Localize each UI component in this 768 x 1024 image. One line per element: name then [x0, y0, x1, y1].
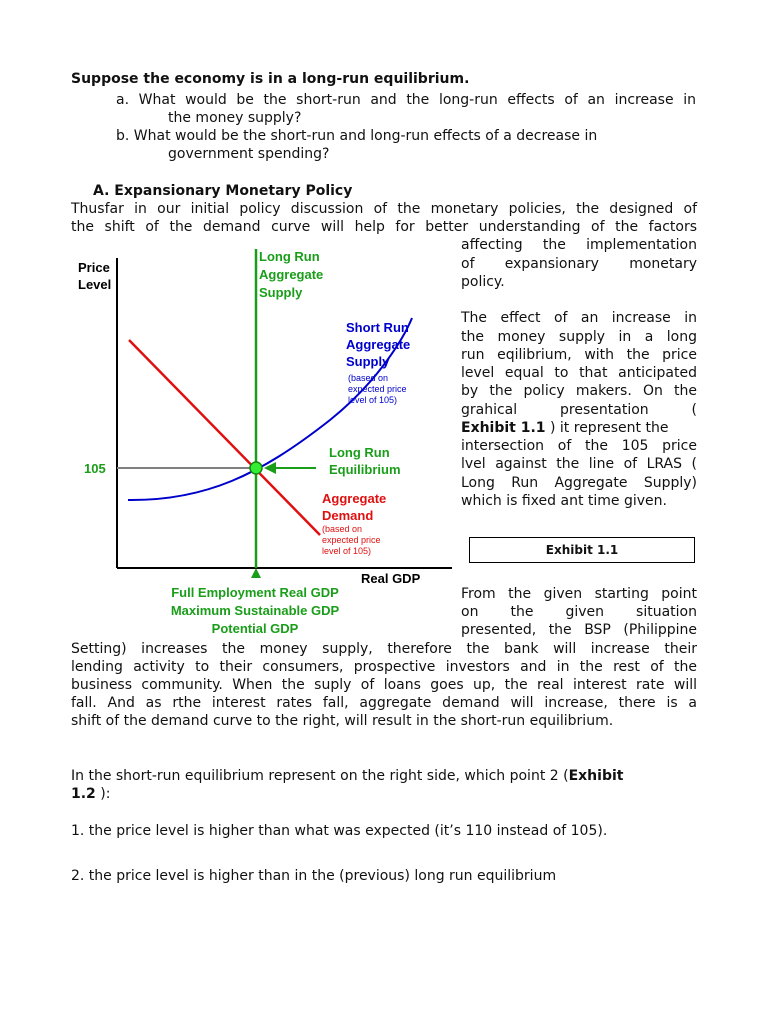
lras-label: Long Run: [259, 249, 320, 264]
question-b-line1: b. What would be the short-run and long-run effects of a decrease in: [116, 128, 598, 144]
sras-label: Aggregate: [346, 337, 411, 352]
right-p1-line: of expansionary monetary: [461, 256, 697, 272]
ad-label: Aggregate: [322, 491, 387, 506]
right-p2-line: intersection of the 105 price: [461, 438, 697, 454]
equilibrium-label: Long Run: [329, 445, 390, 460]
y-tick-label: 105: [84, 461, 106, 476]
potential-gdp-marker: [251, 568, 261, 578]
section-heading: A. Expansionary Monetary Policy: [93, 183, 353, 199]
x-bottom-label: Maximum Sustainable GDP: [170, 603, 340, 618]
exhibit-label-box: Exhibit 1.1: [469, 537, 695, 563]
lras-label: Aggregate: [259, 267, 324, 282]
bottom-p1-line: shift of the demand curve to the right, will result in the short-run equilibrium.: [71, 713, 614, 729]
question-a-line1: a. What would be the short-run and the long-run effects of an increase in: [116, 92, 696, 108]
ad-note: level of 105): [322, 546, 372, 556]
sras-label: Short Run: [346, 320, 409, 335]
lras-label: Supply: [259, 285, 303, 300]
intro-line1: Thusfar in our initial policy discussion of the monetary policies, the designed of: [71, 201, 697, 217]
right-p2-line: grahical presentation (: [461, 402, 697, 418]
ad-curve: [129, 340, 320, 535]
question-heading: Suppose the economy is in a long-run equilibrium.: [71, 71, 470, 87]
right-p3-line: presented, the BSP (Philippine: [461, 622, 697, 638]
bottom-p1-line: fall. And as rthe interest rates fall, aggregate demand will increase, there is a: [71, 695, 697, 711]
question-b-line2: government spending?: [168, 146, 330, 162]
sras-note: expected price: [348, 384, 407, 394]
ad-note: expected price: [322, 535, 381, 545]
right-p2-line: level equal to that anticipated: [461, 365, 697, 381]
right-p2-line: Long Run Aggregate Supply): [461, 475, 697, 491]
right-p3-line: From the given starting point: [461, 586, 697, 602]
right-p2-line: The effect of an increase in: [461, 310, 697, 326]
sras-label: Supply: [346, 354, 390, 369]
question-a-line2: the money supply?: [168, 110, 302, 126]
exhibit-ref: Exhibit 1.1: [461, 420, 546, 436]
bottom-p1-line: Setting) increases the money supply, therefore the bank will increase their: [71, 641, 697, 657]
right-p2-line: run eqilibrium, with the price: [461, 347, 697, 363]
ad-label: Demand: [322, 508, 374, 523]
right-p1-line: policy.: [461, 274, 505, 290]
list-item-2: 2. the price level is higher than in the (previous) long run equilibrium: [71, 868, 557, 884]
sras-note: (based on: [348, 373, 389, 383]
x-bottom-label: Potential GDP: [211, 621, 299, 636]
bottom-p2-text: In the short-run equilibrium represent on the right side, which point 2 (: [71, 768, 569, 784]
bottom-p2-text: ):: [95, 786, 111, 802]
x-axis-label: Real GDP: [361, 571, 421, 586]
sras-note: level of 105): [348, 395, 398, 405]
intro-line2: the shift of the demand curve will help for better understanding of the factors: [71, 219, 697, 235]
right-p2-line: the money supply in a long: [461, 329, 697, 345]
y-axis-label: Price: [78, 260, 110, 275]
equilibrium-label: Equilibrium: [329, 462, 401, 477]
equilibrium-point: [250, 462, 262, 474]
right-p1-line: affecting the implementation: [461, 237, 697, 253]
exhibit-ref: 1.2: [71, 786, 96, 802]
x-bottom-label: Full Employment Real GDP: [171, 585, 339, 600]
y-axis-label: Level: [78, 277, 112, 292]
right-p2-text: ) it represent the: [550, 420, 669, 436]
right-p2-line: which is fixed ant time given.: [461, 493, 667, 509]
list-item-1: 1. the price level is higher than what was expected (it’s 110 instead of 105).: [71, 823, 608, 839]
right-p2-line: by the policy makers. On the: [461, 383, 697, 399]
right-p3-line: on the given situation: [461, 604, 697, 620]
bottom-p1-line: business community. When the suply of loans goes up, the real interest rate will: [71, 677, 697, 693]
ad-note: (based on: [322, 524, 363, 534]
right-p2-line: lvel against the line of LRAS (: [461, 456, 697, 472]
exhibit-ref: Exhibit: [568, 768, 624, 784]
bottom-p1-line: lending activity to their consumers, prospective investors and in the rest of the: [71, 659, 697, 675]
